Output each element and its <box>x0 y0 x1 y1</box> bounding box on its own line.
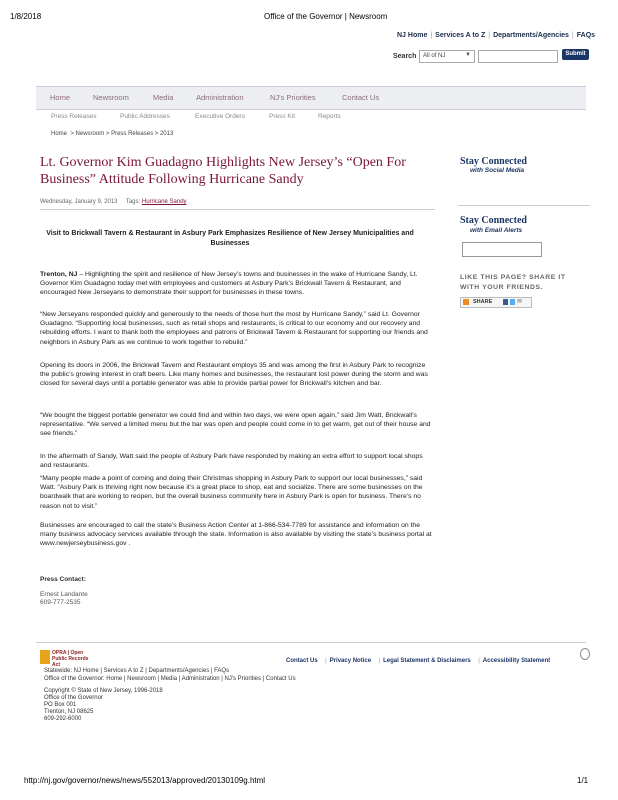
top-link-faqs[interactable]: FAQs <box>576 32 596 39</box>
footer-office: Office of the Governor: Home | Newsroom | Media | Administration | NJ's Priorities | Contact Us <box>44 676 296 682</box>
like-line-1: LIKE THIS PAGE? SHARE IT <box>460 274 566 281</box>
print-title: Office of the Governor | Newsroom <box>264 12 388 21</box>
breadcrumb-year[interactable]: 2013 <box>159 131 174 137</box>
chevron-down-icon: ▼ <box>465 52 471 58</box>
article-date: Wednesday, January 9, 2013 <box>40 199 118 205</box>
nav-home[interactable]: Home <box>50 93 71 102</box>
top-link-departments[interactable]: Departments/Agencies <box>493 32 569 39</box>
subnav-public-addresses[interactable]: Public Addresses <box>120 113 170 120</box>
top-link-nj-home[interactable]: NJ Home <box>397 32 428 39</box>
footer-contact-us[interactable]: Contact Us <box>286 658 318 664</box>
opra-line-1: OPRA | Open <box>52 650 84 656</box>
subnav-press-releases[interactable]: Press Releases <box>51 113 97 120</box>
footer-divider <box>36 642 586 643</box>
tags-label: Tags: <box>125 199 141 205</box>
dateline: Trenton, NJ <box>40 271 78 278</box>
share-icon <box>463 299 469 305</box>
top-links: NJ Home | Services A to Z | Departments/Agencies | FAQs <box>397 32 596 39</box>
article-title: Lt. Governor Kim Guadagno Highlights New Jersey’s “Open For Business” Attitude Following Hurricane Sandy <box>40 155 406 187</box>
nav-administration[interactable]: Administration <box>196 93 244 102</box>
like-line-2: WITH YOUR FRIENDS. <box>460 284 544 291</box>
share-label: SHARE <box>473 299 493 305</box>
footer-privacy[interactable]: Privacy Notice <box>329 658 372 664</box>
breadcrumb: Home > Newsroom > Press Releases > 2013 <box>51 131 174 137</box>
nav-media[interactable]: Media <box>153 93 174 102</box>
press-contact-label: Press Contact: <box>40 576 86 583</box>
search-scope-value: All of NJ <box>423 53 446 59</box>
twitter-icon <box>510 299 515 305</box>
press-contact-phone: 609-777-2535 <box>40 599 81 606</box>
paragraph-2: “New Jerseyans responded quickly and generously to the needs of those hurt the most by Hurricane Sandy,” said Lt. Governor Guadagno. “Supporting local businesses, such as retail shops and restaurants, is critical to our economy and our recovery and rebuilding efforts. I want to thank both the employees and patrons of Brickwall Tavern & Restaurant for supporting our friends and neighbors in Asbury Park as we continue to work together to rebuild.” <box>40 311 428 346</box>
breadcrumb-press-releases[interactable]: Press Releases <box>111 131 154 137</box>
footer-address-4: 609-292-6000 <box>44 716 82 722</box>
divider <box>40 209 435 210</box>
footer-copyright: Copyright © State of New Jersey, 1996-2018 <box>44 688 163 694</box>
sub-nav <box>36 113 586 125</box>
email-alert-input[interactable] <box>462 242 542 257</box>
footer-address-1: Office of the Governor <box>44 695 103 701</box>
subnav-executive-orders[interactable]: Executive Orders <box>195 113 245 120</box>
press-contact-name: Ernest Landante <box>40 591 88 598</box>
nav-newsroom[interactable]: Newsroom <box>93 93 129 102</box>
footer-legal[interactable]: Legal Statement & Disclaimers <box>383 658 471 664</box>
share-button[interactable] <box>460 297 532 308</box>
footer-address-3: Trenton, NJ 08625 <box>44 709 94 715</box>
opra-logo[interactable] <box>40 650 90 668</box>
print-page: 1/1 <box>577 776 589 785</box>
footer-links: Contact Us | Privacy Notice | Legal Statement & Disclaimers | Accessibility Statement <box>286 658 551 664</box>
like-share-text <box>460 273 566 293</box>
opra-seal-icon <box>40 650 50 664</box>
breadcrumb-home[interactable]: Home <box>51 131 68 137</box>
nav-contact[interactable]: Contact Us <box>342 93 380 102</box>
paragraph-6: “Many people made a point of coming and doing their Christmas shopping in Asbury Park to support our local businesses,” said Watt. “Asbury Park is thriving right now because it’s a great place to shop, eat and socialize. There are some businesses on the boardwalk that are working to reopen, but the overall business community here in Asbury Park is open for business. There’s no reason not to visit.” <box>40 475 423 510</box>
breadcrumb-newsroom[interactable]: Newsroom <box>75 131 105 137</box>
footer-statewide: Statewide: NJ Home | Services A to Z | Departments/Agencies | FAQs <box>44 668 230 674</box>
main-nav <box>36 86 586 110</box>
sidebar-divider <box>458 205 590 206</box>
stay-connected-email-sub[interactable]: with Email Alerts <box>470 227 523 234</box>
stay-connected-social-sub[interactable]: with Social Media <box>470 167 525 174</box>
footer-accessibility[interactable]: Accessibility Statement <box>482 658 551 664</box>
search-label: Search <box>393 53 417 60</box>
paragraph-4: “We bought the biggest portable generator we could find and within two days, we were open again,” said Jim Watt, Brickwall’s representative. “We served a limited menu but the bar was open and people could come in to get warm, get out of their house and see friends.” <box>40 412 431 438</box>
subnav-press-kit[interactable]: Press Kit <box>269 113 296 120</box>
print-date: 1/8/2018 <box>10 12 42 21</box>
paragraph-3: Opening its doors in 2006, the Brickwall Tavern and Restaurant employs 35 and was among the first in Asbury Park to recognize the public’s growing interest in craft beers. Like many homes and businesses, the restaurant lost power during the storm and was closed for several days until a portable generator was able to provide partial power for Brickwall’s kitchen and bar. <box>40 362 428 388</box>
paragraph-1 <box>40 270 435 298</box>
search-scope-select[interactable] <box>419 50 475 63</box>
stay-connected-social-title[interactable]: Stay Connected <box>460 156 527 167</box>
print-url: http://nj.gov/governor/news/news/552013/approved/20130109g.html <box>24 776 266 785</box>
opra-line-2: Public Records Act <box>52 656 89 668</box>
facebook-icon <box>503 299 508 305</box>
subnav-reports[interactable]: Reports <box>318 113 341 120</box>
accessibility-icon[interactable] <box>580 648 590 660</box>
paragraph-7: Businesses are encouraged to call the state’s Business Action Center at 1-866-534-7789 for assistance and information on the many business advocacy services available through the state. Information is also available by visiting the state’s business portal at www.newjerseybusiness.gov . <box>40 522 432 548</box>
tag-link[interactable]: Hurricane Sandy <box>141 199 187 205</box>
paragraph-1-text: – Highlighting the spirit and resilience of New Jersey’s towns and businesses in the wake of Hurricane Sandy, Lt. Governor Kim Guadagno today met with employees and customers at Asbury Park’s Brickwall Tavern & Restaurant, and encouraged New Jerseyans to demonstrate their support for businesses in these towns. <box>40 271 418 297</box>
email-icon: ✉ <box>517 299 523 305</box>
search-submit-button[interactable]: Submit <box>562 49 589 60</box>
footer-address-2: PO Box 001 <box>44 702 77 708</box>
search-input[interactable] <box>478 50 558 63</box>
article-meta <box>40 199 187 205</box>
top-link-services[interactable]: Services A to Z <box>435 32 486 39</box>
article-subtitle: Visit to Brickwall Tavern & Restaurant in Asbury Park Emphasizes Resilience of New Jersey Municipalities and Businesses <box>46 230 414 247</box>
paragraph-5: In the aftermath of Sandy, Watt said the people of Asbury Park have responded by making an extra effort to support local shops and restaurants. <box>40 453 423 470</box>
stay-connected-email-title[interactable]: Stay Connected <box>460 215 527 226</box>
nav-priorities[interactable]: NJ's Priorities <box>270 93 316 102</box>
